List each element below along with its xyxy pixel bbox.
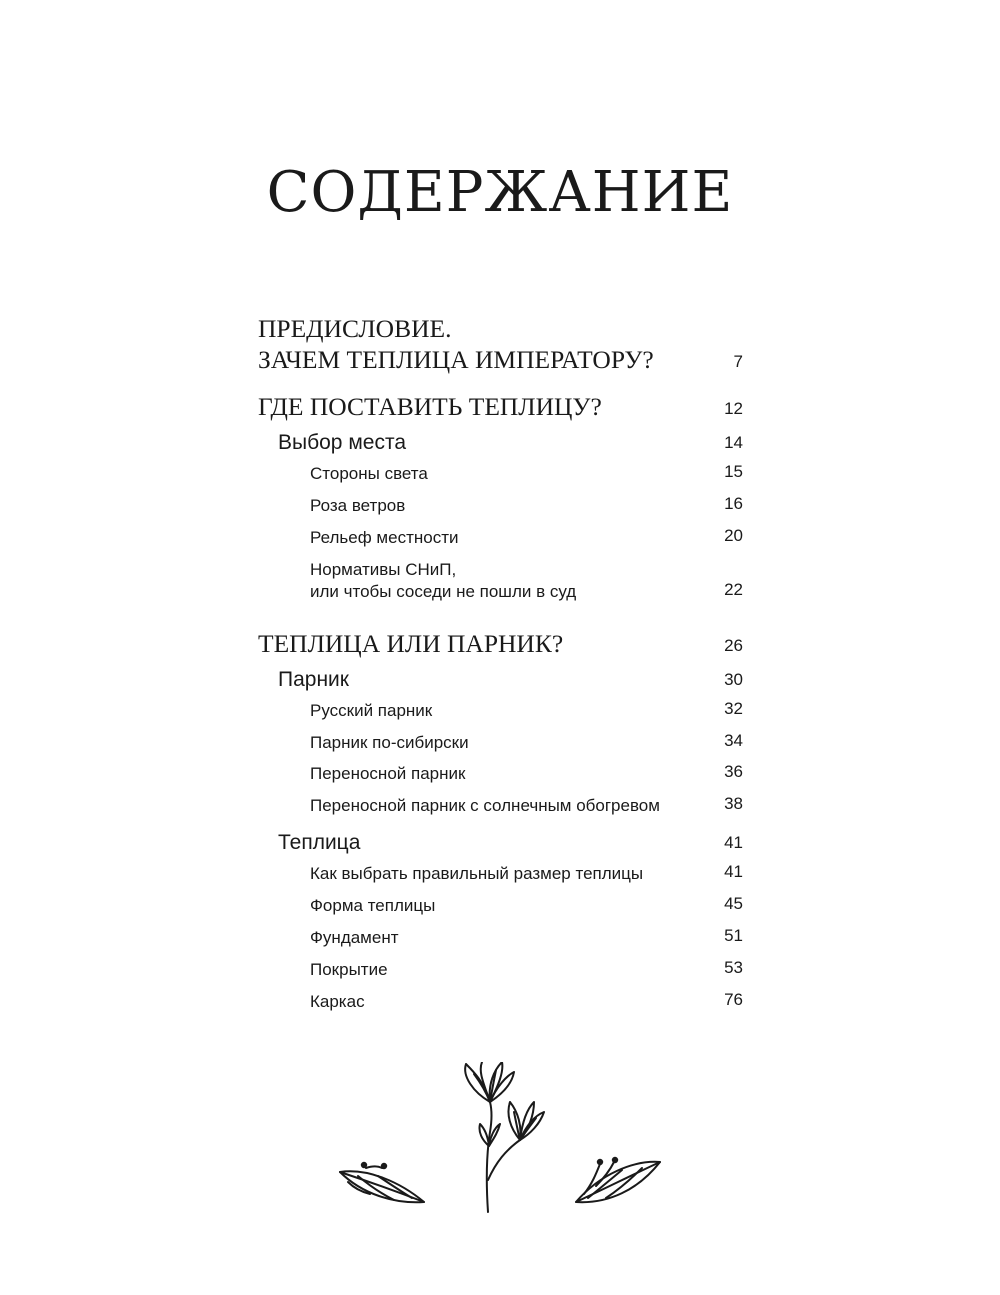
toc-entry-label: Каркас (310, 992, 365, 1011)
toc-entry (258, 763, 743, 785)
toc-page-number: 30 (724, 670, 743, 689)
toc-entry (258, 895, 743, 917)
toc-entry-label: Как выбрать правильный размер теплицы (310, 864, 644, 883)
toc-page-number: 41 (724, 833, 743, 852)
toc-entry (258, 430, 743, 456)
toc-page-number: 36 (724, 762, 743, 781)
toc-page-number: 41 (724, 862, 743, 881)
toc-page-number: 22 (724, 580, 743, 599)
toc-entry-label: Парник (278, 668, 349, 691)
toc-entry (258, 830, 743, 856)
toc-page-number: 15 (724, 462, 743, 481)
toc-entry-label: Переносной парник с солнечным обогревом (310, 796, 660, 815)
toc-entry-label: Выбор места (278, 431, 406, 454)
toc-entry-label: Парник по-сибирски (310, 733, 469, 752)
toc-page-number: 53 (724, 958, 743, 977)
toc-entry (258, 991, 743, 1013)
toc-entry (258, 391, 743, 422)
toc-page-number: 20 (724, 526, 743, 545)
toc-entry-label: ГДЕ ПОСТАВИТЬ ТЕПЛИЦУ? (258, 392, 602, 421)
toc-entry-label: Рельеф местности (310, 528, 459, 547)
page-title: СОДЕРЖАНИЕ (266, 160, 734, 225)
toc-page-number: 32 (724, 699, 743, 718)
toc-entry-label: Роза ветров (310, 496, 406, 515)
toc-entry (258, 927, 743, 949)
toc-entry-label: ПРЕДИСЛОВИЕ. (258, 314, 452, 343)
toc-entry (258, 863, 743, 885)
toc-page-number: 14 (724, 433, 743, 452)
toc-entry (258, 313, 743, 375)
toc-entry (258, 463, 743, 485)
toc-entry-label: ЗАЧЕМ ТЕПЛИЦА ИМПЕРАТОРУ? (258, 345, 654, 374)
toc-page-number: 34 (724, 731, 743, 750)
toc-entry-label: Стороны света (310, 464, 428, 483)
toc-page-number: 7 (733, 352, 743, 371)
toc-page-number: 76 (724, 990, 743, 1009)
toc-page-number: 51 (724, 926, 743, 945)
toc-entry (258, 959, 743, 981)
toc-page-number: 16 (724, 494, 743, 513)
toc-entry-label: Форма теплицы (310, 896, 436, 915)
toc-page-number: 45 (724, 894, 743, 913)
toc-entry-label: ТЕПЛИЦА ИЛИ ПАРНИК? (258, 629, 564, 658)
toc-entry-label: Теплица (278, 831, 361, 854)
toc-page-number: 12 (724, 399, 743, 418)
toc-entry (258, 732, 743, 754)
toc-page-number: 38 (724, 794, 743, 813)
toc-entry-label: Нормативы СНиП, (310, 560, 457, 579)
toc-entry-label: Русский парник (310, 701, 433, 720)
toc-entry (258, 559, 743, 603)
toc-entry (258, 495, 743, 517)
toc-entry-label: или чтобы соседи не пошли в суд (310, 582, 577, 601)
toc-entry (258, 527, 743, 549)
toc-page-number: 26 (724, 636, 743, 655)
toc-entry (258, 795, 743, 817)
floral-ornament-icon (338, 1062, 662, 1214)
toc-entry-label: Фундамент (310, 928, 399, 947)
toc-entry (258, 700, 743, 722)
toc-entry (258, 628, 743, 659)
toc-entry-label: Покрытие (310, 960, 388, 979)
toc-entry (258, 667, 743, 693)
toc-entry-label: Переносной парник (310, 764, 466, 783)
